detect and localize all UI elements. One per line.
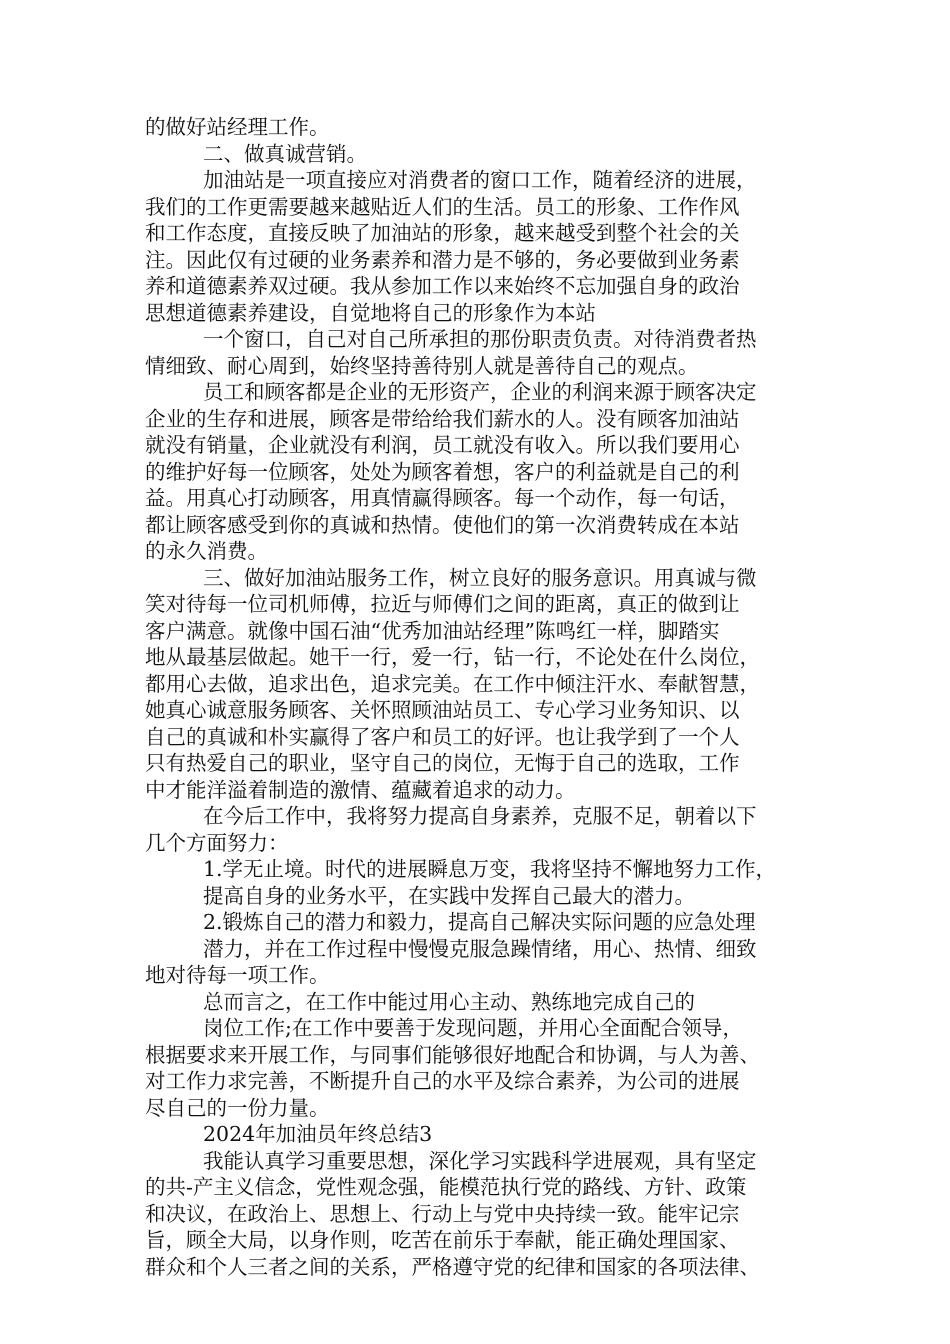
text-line: 和决议，在政治上、思想上、行动上与党中央持续一致。能牢记宗 <box>145 1201 740 1226</box>
text-line: 中才能洋溢着制造的激情、蕴藏着追求的动力。 <box>145 777 576 802</box>
text-line: 尽自己的一份力量。 <box>145 1095 330 1120</box>
text-line: 提高自身的业务水平，在实践中发挥自己最大的潜力。 <box>203 883 695 908</box>
text-line: 笑对待每一位司机师傅，拉近与师傅们之间的距离，真正的做到让 <box>145 592 740 616</box>
text-line: 岗位工作;在工作中要善于发现问题，并用心全面配合领导， <box>203 1016 743 1040</box>
text-line: 思想道德素养建设，自觉地将自己的形象作为本站 <box>145 300 596 325</box>
text-line: 群众和个人三者之间的关系，严格遵守党的纪律和国家的各项法律、 <box>145 1254 760 1279</box>
document-page <box>145 114 835 1280</box>
text-line: 总而言之，在工作中能过用心主动、熟练地完成自己的 <box>203 989 695 1014</box>
text-line: 加油站是一项直接应对消费者的窗口工作，随着经济的进展， <box>203 168 757 192</box>
text-line: 几个方面努力： <box>145 830 289 855</box>
text-line: 2.锻炼自己的潜力和毅力，提高自己解决实际问题的应急处理 <box>203 910 756 934</box>
text-line: 我能认真学习重要思想，深化学习实践科学进展观，具有坚定 <box>203 1148 757 1173</box>
text-line: 地从最基层做起。她干一行，爱一行，钻一行，不论处在什么岗位， <box>145 645 760 669</box>
text-line: 潜力，并在工作过程中慢慢克服急躁情绪，用心、热情、细致 <box>203 936 757 961</box>
text-line: 的维护好每一位顾客，处处为顾客着想，客户的利益就是自己的利 <box>145 459 740 484</box>
text-line: 她真心诚意服务顾客、关怀照顾油站员工、专心学习业务知识、以 <box>145 698 740 722</box>
text-line: 对工作力求完善，不断提升自己的水平及综合素养，为公司的进展 <box>145 1069 740 1093</box>
text-line: 旨，顾全大局，以身作则，吃苦在前乐于奉献，能正确处理国家、 <box>145 1228 740 1252</box>
text-line: 在今后工作中，我将努力提高自身素养，克服不足，朝着以下 <box>203 804 757 828</box>
text-line: 只有热爱自己的职业，坚守自己的岗位，无悔于自己的选取，工作 <box>145 751 740 775</box>
text-line: 员工和顾客都是企业的无形资产，企业的利润来源于顾客决定 <box>203 380 757 404</box>
text-line: 都用心去做，追求出色，追求完美。在工作中倾注汗水、奉献智慧， <box>145 671 760 696</box>
text-line: 的共-产主义信念，党性观念强，能模范执行党的路线、方针、政策 <box>145 1175 747 1199</box>
text-line: 我们的工作更需要越来越贴近人们的生活。员工的形象、工作作风 <box>145 194 740 219</box>
text-line: 二、做真诚营销。 <box>203 141 367 166</box>
text-line: 注。因此仅有过硬的业务素养和潜力是不够的，务必要做到业务素 <box>145 247 740 272</box>
text-line: 就没有销量，企业就没有利润，员工就没有收入。所以我们要用心 <box>145 433 740 457</box>
text-line: 2024年加油员年终总结3 <box>203 1122 433 1146</box>
text-line: 养和道德素养双过硬。我从参加工作以来始终不忘加强自身的政治 <box>145 274 740 298</box>
text-line: 根据要求来开展工作，与同事们能够很好地配合和协调，与人为善、 <box>145 1042 760 1067</box>
text-line: 的永久消费。 <box>145 539 268 563</box>
text-line: 客户满意。就像中国石油“优秀加油站经理”陈鸣红一样，脚踏实 <box>145 618 720 643</box>
text-line: 益。用真心打动顾客，用真情赢得顾客。每一个动作，每一句话， <box>145 486 740 510</box>
text-line: 1.学无止境。时代的进展瞬息万变，我将坚持不懈地努力工作， <box>203 857 777 881</box>
text-line: 都让顾客感受到你的真诚和热情。使他们的第一次消费转成在本站 <box>145 512 740 537</box>
text-line: 三、做好加油站服务工作，树立良好的服务意识。用真诚与微 <box>203 565 757 590</box>
text-line: 企业的生存和进展，顾客是带给给我们薪水的人。没有顾客加油站 <box>145 406 740 431</box>
text-line: 自己的真诚和朴实赢得了客户和员工的好评。也让我学到了一个人 <box>145 724 740 749</box>
text-line: 的做好站经理工作。 <box>145 115 330 139</box>
text-line: 一个窗口，自己对自己所承担的那份职责负责。对待消费者热 <box>203 327 757 351</box>
text-line: 情细致、耐心周到，始终坚持善待别人就是善待自己的观点。 <box>145 353 699 378</box>
text-line: 地对待每一项工作。 <box>145 963 330 987</box>
text-line: 和工作态度，直接反映了加油站的形象，越来越受到整个社会的关 <box>145 221 740 245</box>
